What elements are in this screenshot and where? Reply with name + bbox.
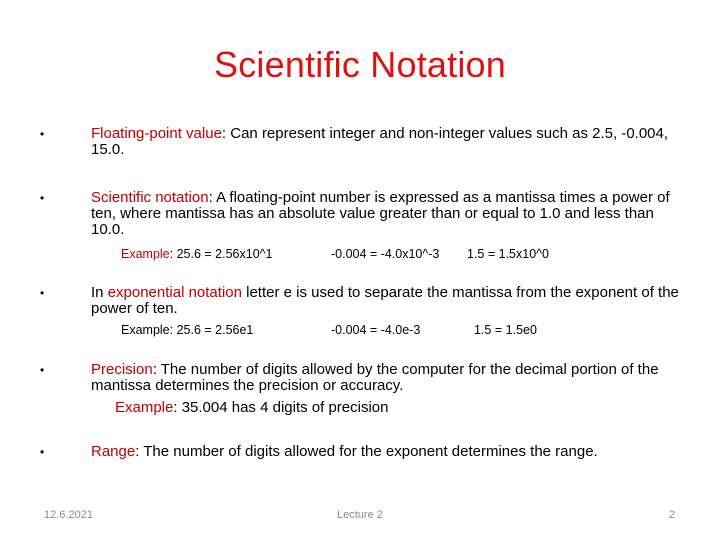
term-scientific-notation: Scientific notation [91, 189, 209, 206]
footer-lecture: Lecture 2 [337, 509, 383, 521]
bullet-marker: • [40, 445, 45, 459]
footer-page-number: 2 [669, 509, 676, 521]
example-value: : 35.004 has 4 digits of precision [173, 399, 389, 416]
bullet-scientific-notation-text: : A floating-point number is expressed as a mantissa times a power of ten, where mantissa has an absolute value greater than or equal to 1.0 and less than 10.0. [91, 189, 670, 238]
exponential-example-2: -0.004 = -4.0e-3 [331, 323, 421, 337]
example-value: 25.6 = 2.56x10^1 [176, 247, 273, 261]
slide-title: Scientific Notation [214, 44, 506, 85]
example-label: Example [115, 399, 174, 416]
example-label: Example [121, 247, 170, 261]
term-floating-point: Floating-point value [91, 125, 222, 142]
bullet-precision-text: : The number of digits allowed by the computer for the decimal portion of the mantissa determines the precision or accuracy. [91, 361, 659, 394]
scientific-example-3: 1.5 = 1.5x10^0 [467, 247, 549, 261]
precision-example [115, 400, 389, 416]
term-range: Range [91, 443, 136, 460]
term-exponential-notation: exponential notation [107, 284, 242, 301]
bullet-floating-point-text: : Can represent integer and non-integer values such as 2.5, -0.004, 15.0. [91, 125, 669, 158]
bullet-exponential-notation: In exponential notation letter e is used to separate the mantissa from the exponent of the power of ten. [91, 284, 679, 317]
bullet-exponential-notation-text: letter e is used to separate the mantissa from the exponent of the power of ten. [91, 284, 679, 317]
bullet-precision [91, 362, 681, 394]
footer-date: 12.6.2021 [44, 509, 93, 521]
bullet-marker: • [40, 127, 45, 141]
exponential-example-3: 1.5 = 1.5e0 [474, 323, 537, 337]
bullet-marker: • [40, 363, 45, 377]
bullet-range [91, 444, 681, 460]
bullet-marker: • [40, 286, 45, 300]
scientific-example-1: Example: 25.6 = 2.56x10^1 [121, 247, 273, 261]
scientific-example-2: -0.004 = -4.0x10^-3 [331, 247, 440, 261]
bullet-floating-point [91, 126, 681, 158]
exponential-example-1: Example: 25.6 = 2.56e1 [121, 323, 254, 337]
bullet-range-text: : The number of digits allowed for the exponent determines the range. [135, 443, 598, 460]
term-precision: Precision [91, 361, 153, 378]
bullet-scientific-notation [91, 190, 681, 238]
bullet-marker: • [40, 191, 45, 205]
